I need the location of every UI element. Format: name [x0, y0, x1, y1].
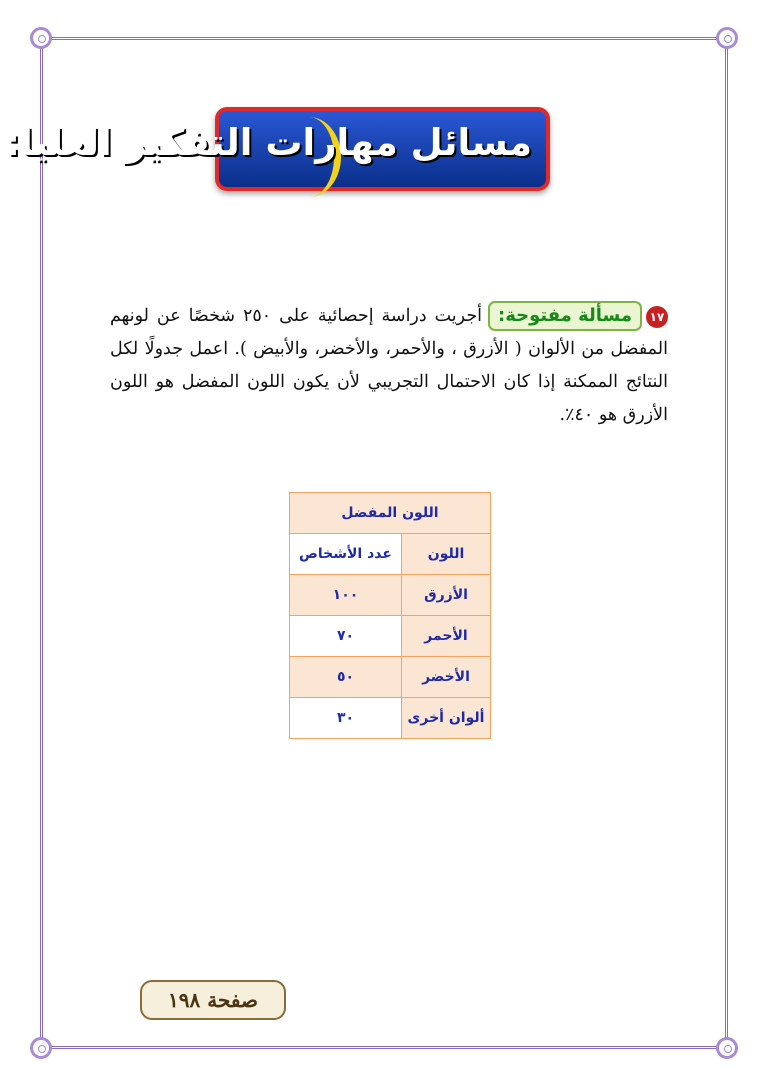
cell-count: ٣٠	[290, 698, 402, 739]
table-title: اللون المفضل	[290, 493, 491, 534]
corner-ring-icon	[716, 27, 738, 49]
corner-ring-icon	[30, 27, 52, 49]
problem-17	[110, 300, 668, 432]
question-number-badge: ١٧	[646, 306, 668, 328]
cell-count: ٧٠	[290, 616, 402, 657]
table-row	[290, 575, 491, 616]
cell-count: ٥٠	[290, 657, 402, 698]
page-number-tab: صفحة ١٩٨	[140, 980, 286, 1020]
cell-color: الأحمر	[402, 616, 491, 657]
problem-text: أجريت دراسة إحصائية على ٢٥٠ شخصًا عن لونهم المفضل من الألوان ( الأزرق ، والأحمر، والأخضر، والأبيض ). اعمل جدولًا لكل النتائج الممكنة إذا كان الاحتمال التجريبي لأن يكون اللون المفضل هو اللون الأزرق هو ٤٠٪.	[110, 306, 668, 425]
section-banner	[5, 107, 550, 191]
table-row	[290, 698, 491, 739]
corner-ring-icon	[30, 1037, 52, 1059]
problem-type-label: مسألة مفتوحة:	[488, 301, 642, 331]
column-header-count: عدد الأشخاص	[290, 534, 402, 575]
section-title: مسائل مهارات التفكير العليا:	[5, 121, 532, 164]
corner-ring-icon	[716, 1037, 738, 1059]
favorite-color-table	[289, 492, 491, 739]
cell-color: ألوان أخرى	[402, 698, 491, 739]
cell-color: الأخضر	[402, 657, 491, 698]
cell-color: الأزرق	[402, 575, 491, 616]
table-row	[290, 616, 491, 657]
column-header-color: اللون	[402, 534, 491, 575]
table-row	[290, 657, 491, 698]
cell-count: ١٠٠	[290, 575, 402, 616]
